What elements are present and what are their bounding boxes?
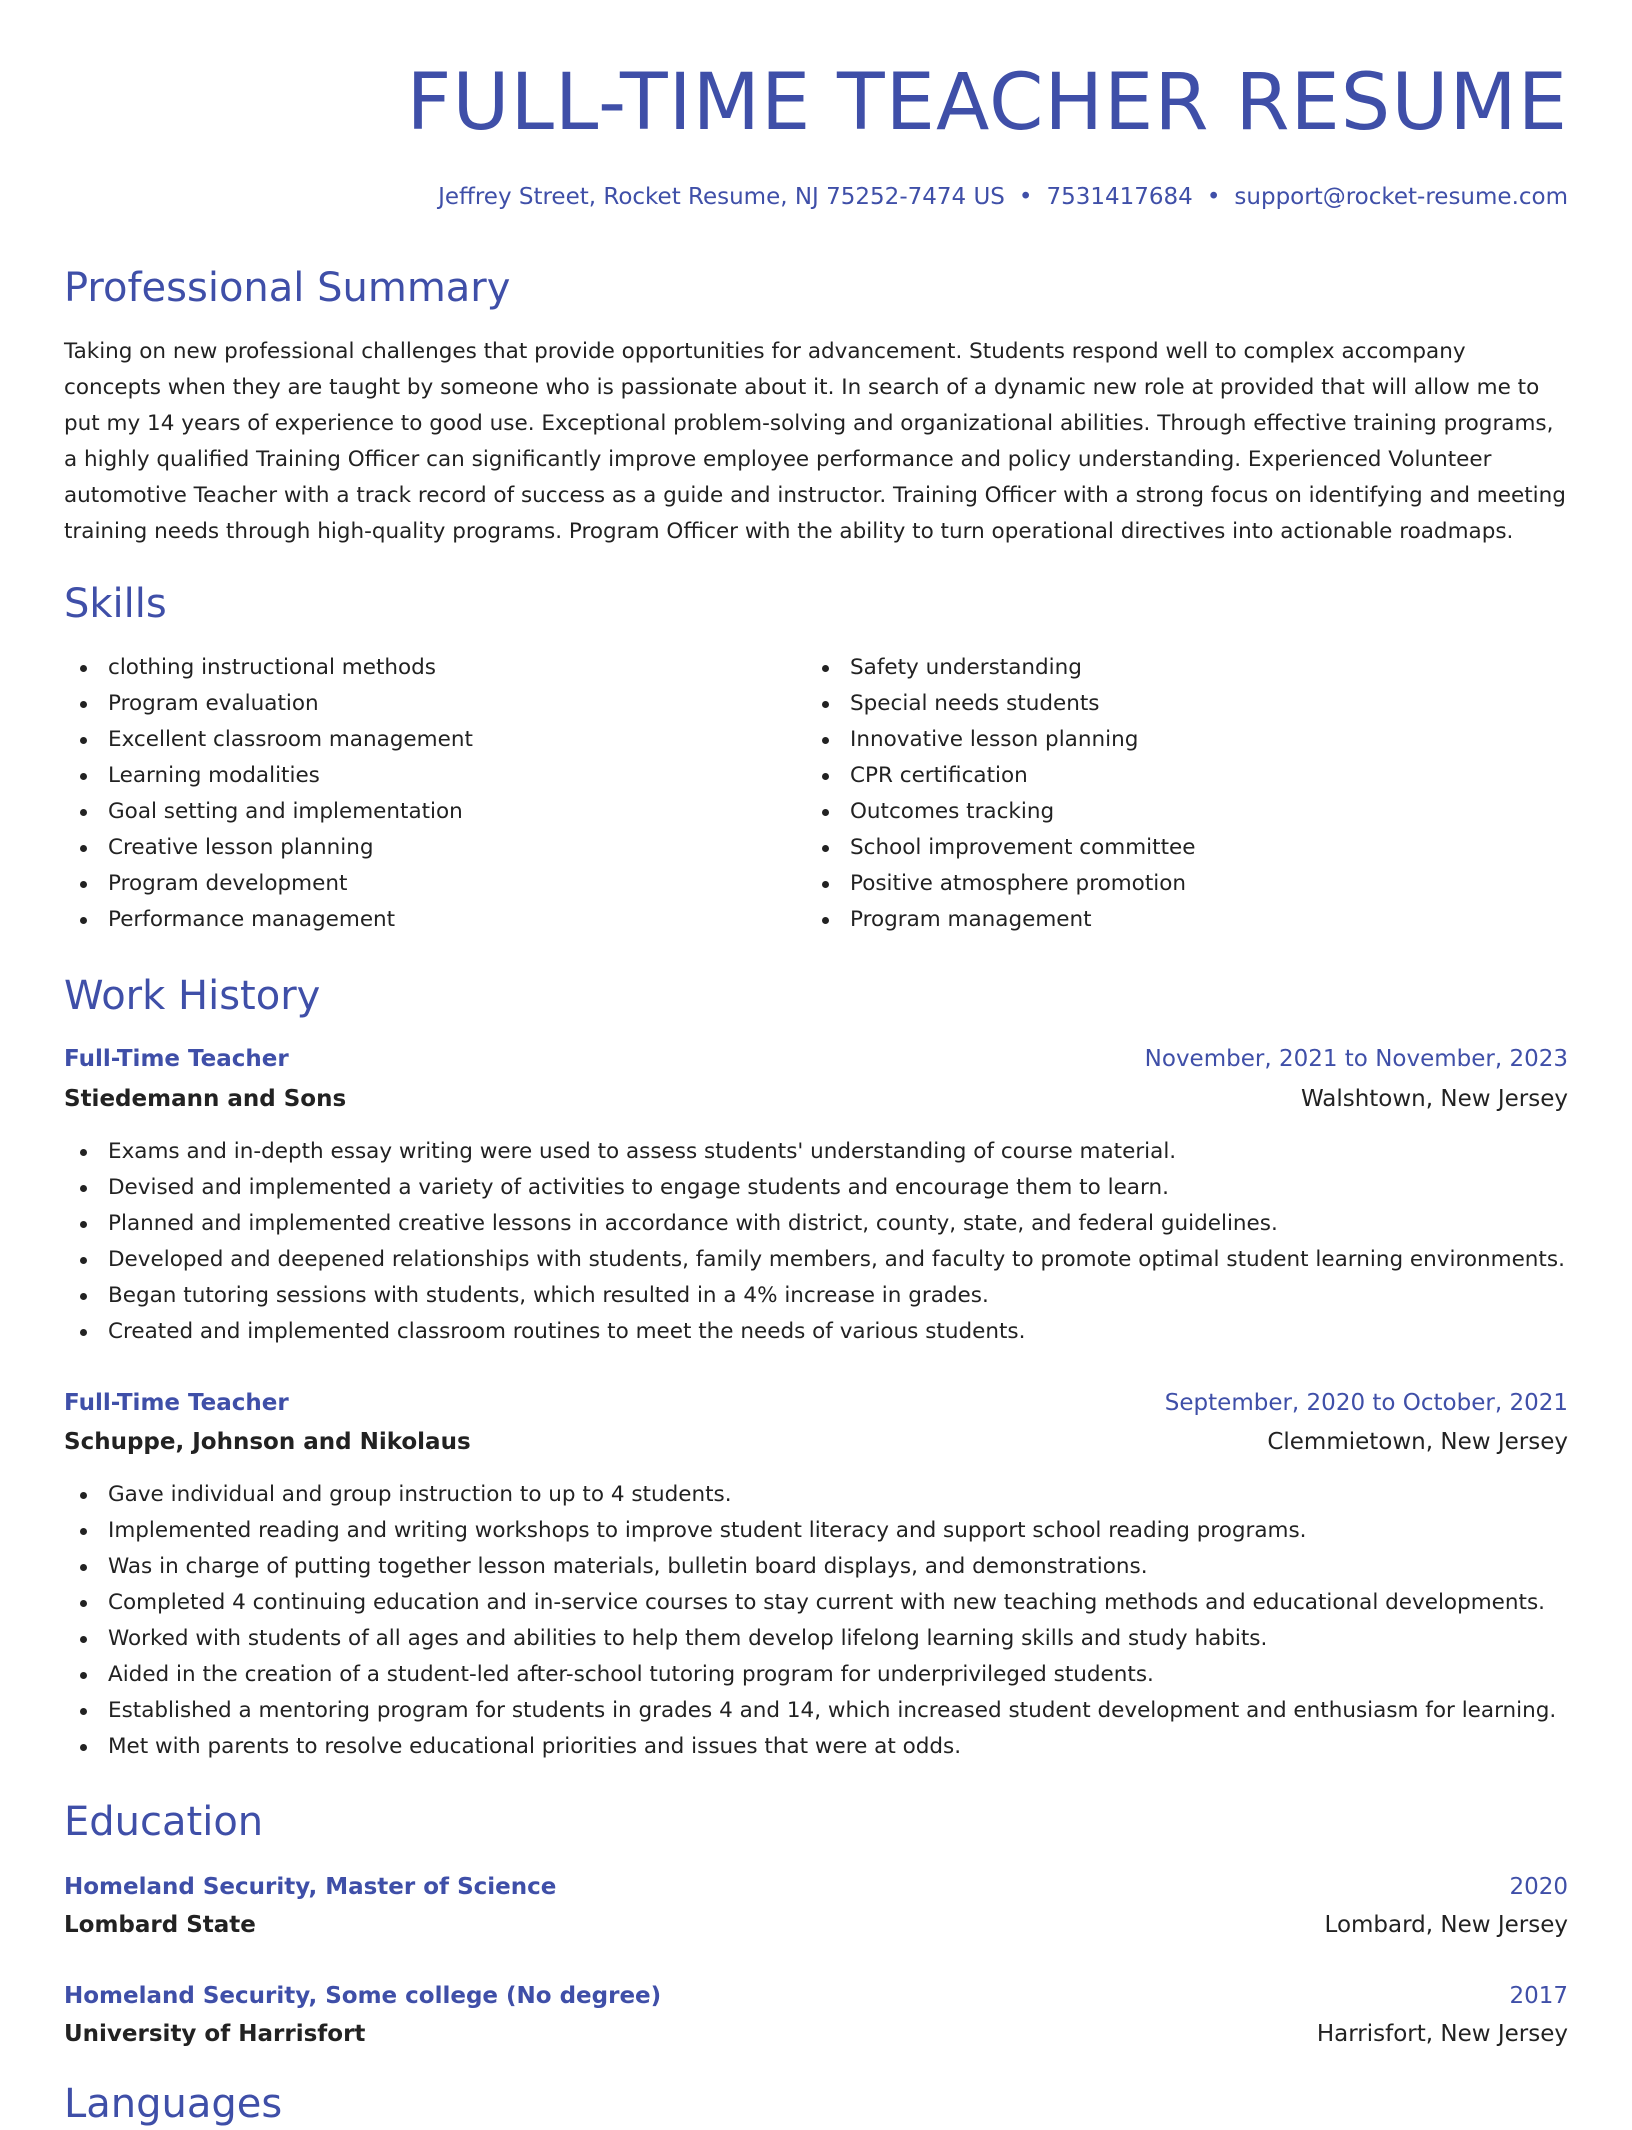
contact-email: support@rocket-resume.com xyxy=(1234,184,1568,210)
job-bullet: Created and implemented classroom routines to meet the needs of various students. xyxy=(64,1314,1568,1350)
job-bullet: Planned and implemented creative lessons in accordance with district, county, state, and federal guidelines. xyxy=(64,1206,1568,1242)
skill-item: Safety understanding xyxy=(806,650,1546,686)
job-title: Full-Time Teacher xyxy=(64,1046,289,1072)
skill-item: Creative lesson planning xyxy=(64,830,804,866)
bullet-icon xyxy=(80,881,87,888)
bullet-icon xyxy=(80,1528,87,1535)
job-bullets xyxy=(64,1134,1568,1350)
skill-item: CPR certification xyxy=(806,758,1546,794)
job-bullet: Exams and in-depth essay writing were used to assess students' understanding of course material. xyxy=(64,1134,1568,1170)
skill-item: Positive atmosphere promotion xyxy=(806,866,1546,902)
degree-title: Homeland Security, Master of Science xyxy=(64,1874,557,1900)
job-header xyxy=(64,1041,1568,1077)
school-name: Lombard State xyxy=(64,1912,256,1938)
skill-item: Outcomes tracking xyxy=(806,794,1546,830)
bullet-icon xyxy=(80,1636,87,1643)
skill-item: Learning modalities xyxy=(64,758,804,794)
summary-heading: Professional Summary xyxy=(64,265,511,311)
skill-item: Program development xyxy=(64,866,804,902)
bullet-icon xyxy=(80,1564,87,1571)
bullet-icon xyxy=(80,1329,87,1336)
education-heading: Education xyxy=(64,1799,264,1845)
contact-address: Jeffrey Street, Rocket Resume, NJ 75252-7474 US xyxy=(438,184,1005,210)
skill-item: School improvement committee xyxy=(806,830,1546,866)
education-header xyxy=(64,1869,1568,1905)
bullet-icon xyxy=(80,701,87,708)
bullet-icon xyxy=(80,1149,87,1156)
bullet-icon xyxy=(80,1185,87,1192)
job-location: Walshtown, New Jersey xyxy=(1300,1086,1568,1112)
job-bullets xyxy=(64,1477,1568,1765)
bullet-icon xyxy=(80,1744,87,1751)
skills-list-right xyxy=(806,650,1546,938)
bullet-icon xyxy=(80,809,87,816)
summary-text: Taking on new professional challenges that provide opportunities for advancement. Students respond well to complex accompany concepts when they are taught by someone who is passionate about it. In search of a dynamic new role at provided that will allow me to put my 14 years of experience to good use. Exceptional problem-solving and organizational abilities. Through effective training programs, a highly qualified Training Officer can significantly improve employee performance and policy understanding. Experienced Volunteer automotive Teacher with a track record of success as a guide and instructor. Training Officer with a strong focus on identifying and meeting training needs through high-quality programs. Program Officer with the ability to turn operational directives into actionable roadmaps. xyxy=(64,339,1566,544)
bullet-icon xyxy=(80,1221,87,1228)
job-bullet: Developed and deepened relationships with students, family members, and faculty to promote optimal student learning environments. xyxy=(64,1242,1568,1278)
bullet-icon xyxy=(80,1672,87,1679)
skill-item: Excellent classroom management xyxy=(64,722,804,758)
contact-separator: • xyxy=(1018,184,1033,210)
skill-item: Performance management xyxy=(64,902,804,938)
school-location: Harrisfort, New Jersey xyxy=(1316,2021,1568,2047)
bullet-icon xyxy=(822,881,829,888)
degree-title: Homeland Security, Some college (No degree) xyxy=(64,1983,662,2009)
bullet-icon xyxy=(822,773,829,780)
job-bullet: Devised and implemented a variety of activities to engage students and encourage them to learn. xyxy=(64,1170,1568,1206)
bullet-icon xyxy=(822,917,829,924)
education-header xyxy=(64,1978,1568,2014)
skills-heading: Skills xyxy=(64,581,167,627)
bullet-icon xyxy=(822,845,829,852)
contact-phone: 7531417684 xyxy=(1046,184,1193,210)
bullet-icon xyxy=(80,665,87,672)
job-location: Clemmietown, New Jersey xyxy=(1267,1429,1568,1455)
job-bullet: Worked with students of all ages and abilities to help them develop lifelong learning skills and study habits. xyxy=(64,1621,1568,1657)
job-bullet: Implemented reading and writing workshops to improve student literacy and support school reading programs. xyxy=(64,1513,1568,1549)
bullet-icon xyxy=(80,773,87,780)
bullet-icon xyxy=(822,809,829,816)
job-company: Schuppe, Johnson and Nikolaus xyxy=(64,1429,471,1455)
job-title: Full-Time Teacher xyxy=(64,1390,289,1416)
school-name: University of Harrisfort xyxy=(64,2021,366,2047)
bullet-icon xyxy=(80,845,87,852)
job-dates: September, 2020 to October, 2021 xyxy=(1164,1390,1568,1416)
school-location: Lombard, New Jersey xyxy=(1324,1912,1568,1938)
education-subheader xyxy=(64,1907,1568,1943)
job-bullet: Was in charge of putting together lesson materials, bulletin board displays, and demonstrations. xyxy=(64,1549,1568,1585)
skill-item: Goal setting and implementation xyxy=(64,794,804,830)
contact-separator: • xyxy=(1206,184,1221,210)
bullet-icon xyxy=(822,737,829,744)
work-history-heading: Work History xyxy=(64,973,321,1019)
job-subheader xyxy=(64,1424,1568,1460)
job-bullet: Aided in the creation of a student-led after-school tutoring program for underprivileged students. xyxy=(64,1657,1568,1693)
bullet-icon xyxy=(80,1492,87,1499)
bullet-icon xyxy=(80,1293,87,1300)
skill-item: Innovative lesson planning xyxy=(806,722,1546,758)
job-header xyxy=(64,1385,1568,1421)
languages-heading: Languages xyxy=(64,2081,283,2127)
job-company: Stiedemann and Sons xyxy=(64,1086,347,1112)
job-bullet: Completed 4 continuing education and in-service courses to stay current with new teaching methods and educational developments. xyxy=(64,1585,1568,1621)
skills-list-left xyxy=(64,650,804,938)
bullet-icon xyxy=(80,737,87,744)
resume-title: FULL-TIME TEACHER RESUME xyxy=(406,58,1568,148)
education-subheader xyxy=(64,2016,1568,2052)
skill-item: Special needs students xyxy=(806,686,1546,722)
job-bullet: Began tutoring sessions with students, which resulted in a 4% increase in grades. xyxy=(64,1278,1568,1314)
contact-line xyxy=(438,180,1568,214)
skill-item: Program evaluation xyxy=(64,686,804,722)
bullet-icon xyxy=(80,1257,87,1264)
job-bullet: Established a mentoring program for students in grades 4 and 14, which increased student development and enthusiasm for learning. xyxy=(64,1693,1568,1729)
bullet-icon xyxy=(822,665,829,672)
bullet-icon xyxy=(822,701,829,708)
skill-item: Program management xyxy=(806,902,1546,938)
bullet-icon xyxy=(80,1708,87,1715)
degree-year: 2020 xyxy=(1509,1874,1568,1900)
job-bullet: Gave individual and group instruction to up to 4 students. xyxy=(64,1477,1568,1513)
job-subheader xyxy=(64,1081,1568,1117)
degree-year: 2017 xyxy=(1509,1983,1568,2009)
job-bullet: Met with parents to resolve educational priorities and issues that were at odds. xyxy=(64,1729,1568,1765)
bullet-icon xyxy=(80,1600,87,1607)
job-dates: November, 2021 to November, 2023 xyxy=(1144,1046,1568,1072)
bullet-icon xyxy=(80,917,87,924)
skill-item: clothing instructional methods xyxy=(64,650,804,686)
